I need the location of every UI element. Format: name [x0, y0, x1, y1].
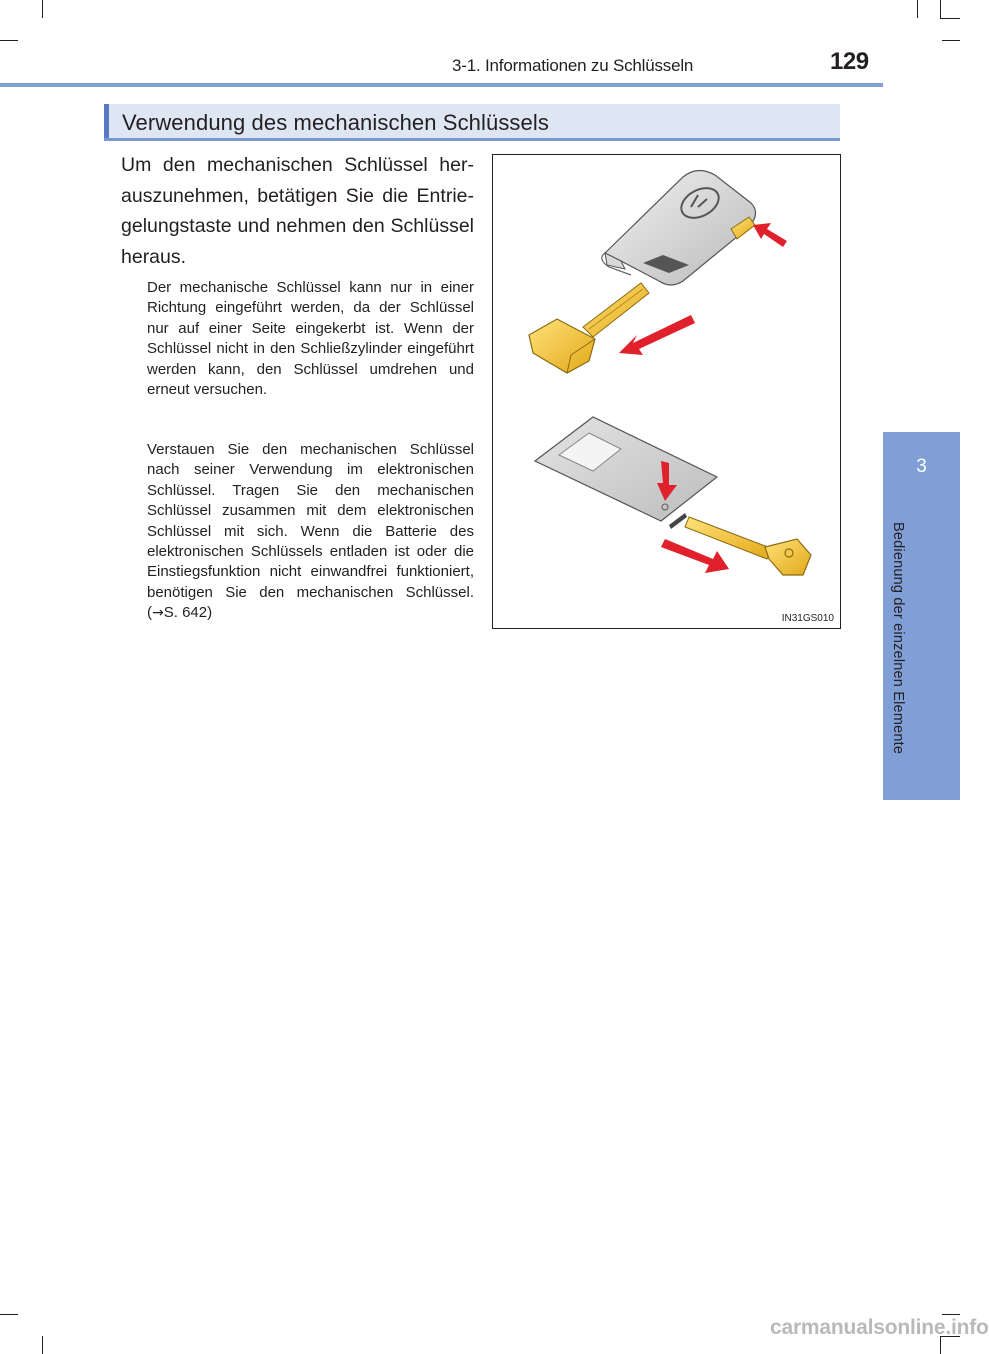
section-heading	[104, 104, 840, 141]
page-number: 129	[830, 48, 869, 75]
note-text: Verstauen Sie den mechanischen Schlüssel nach seiner Verwendung im elektronischen Schlüssel. Tragen Sie den mechanischen Schlüssel zusammen mit dem elektronischen Schlüssel mit sich. Wenn die Batterie des elektronischen Schlüssels entladen ist oder die Einstiegsfunktion nicht einwandfrei funktioniert, benötigen Sie den mechanischen Schlüssel. (	[147, 441, 474, 622]
release-arrow	[753, 223, 787, 247]
crop-mark	[42, 1336, 43, 1354]
note-paragraph	[147, 440, 474, 624]
note-paragraph: Der mechanische Schlüssel kann nur in einer Richtung eingeführt werden, da der Schlüssel nur auf einer Seite eingekerbt ist. Wenn der Schlüssel nicht in den Schließzylinder eingeführt werden kann, den Schlüssel umdrehen und erneut versuchen.	[147, 279, 474, 399]
page-reference: S. 642)	[163, 604, 213, 622]
insert-arrow	[661, 539, 729, 573]
chapter-title-wrap	[890, 522, 910, 802]
extract-arrow	[619, 315, 695, 355]
mechanical-key	[529, 283, 649, 373]
key-illustration-drawing	[493, 155, 840, 628]
chapter-number: 3	[916, 456, 927, 477]
chapter-title: Bedienung der einzelnen Elemente	[890, 522, 906, 755]
page-header	[0, 0, 960, 100]
smart-key-fob	[602, 170, 756, 285]
key-illustration	[492, 154, 841, 629]
header-rule	[0, 83, 883, 87]
section-heading-text: Verwendung des mechanischen Schlüssels	[122, 110, 549, 135]
heading-accent-bar	[104, 104, 109, 138]
crop-mark	[0, 1314, 18, 1315]
mechanical-key-stored	[685, 517, 811, 575]
section-title: 3-1. Informationen zu Schlüsseln	[452, 56, 694, 75]
crop-mark	[942, 1314, 960, 1315]
main-paragraph: Um den mechanischen Schlüssel herauszunehmen, betätigen Sie die Entriegelungstaste und nehmen den Schlüssel heraus.	[121, 154, 474, 268]
figure-code: IN31GS010	[781, 613, 834, 624]
reference-arrow-icon: →	[152, 605, 164, 622]
card-key	[535, 417, 717, 529]
watermark: carmanualsonline.info	[770, 1316, 989, 1339]
